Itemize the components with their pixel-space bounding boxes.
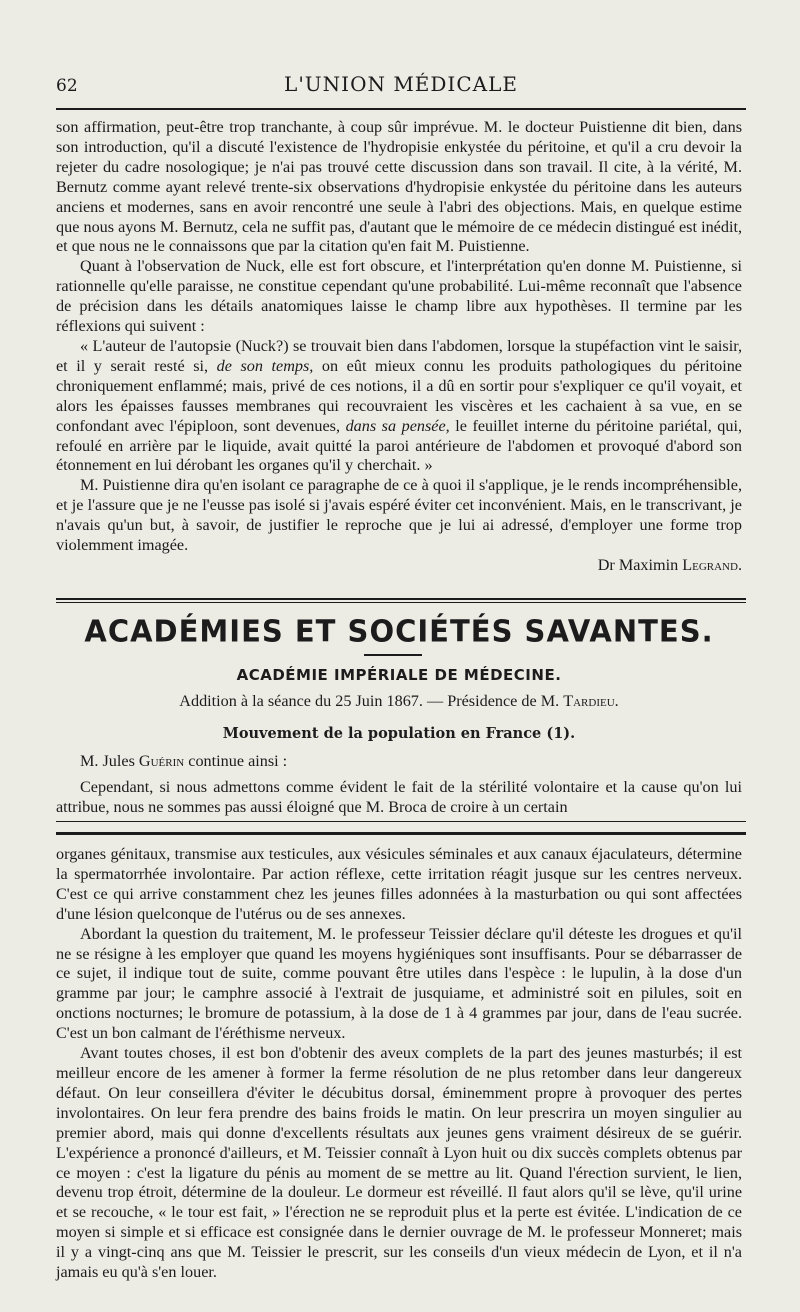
paragraph: Avant toutes choses, il est bon d'obtenir des aveux complets de la part des jeunes masturbés; il est meilleur encore de les amener à former la ferme résolution de ne plus retomber dans leur dangereux défaut. On leur conseillera d'éviter le décubitus dorsal, éminemment propre à provoquer des pertes involontaires. On leur fera prendre des bains froids le matin. On leur prescrira un moyen singulier au premier abord, mais qui donne d'excellents résultats aux jeunes gens vraiment désireux de se guérir. L'expérience a prononcé d'ailleurs, et M. Teissier connaît à Lyon huit ou dix succès complets obtenus par ce moyen : c'est la ligature du pénis au moment de se mettre au lit. Quand l'érection survient, le lien, devenu trop étroit, détermine de la douleur. Le dormeur est réveillé. Il faut alors qu'il se lève, qu'il urine et se recouche, « le tour est fait, » l'érection ne se reproduit plus et la perte est évitée. L'indication de ce moyen si simple et si efficace est consignée dans le dernier ouvrage de M. le professeur Monneret; mais il y a vingt-cinq ans que M. Teissier le prescrit, sur les conseils d'un vieux médecin de Lyon, et il n'a jamais eu qu'à s'en louer. (56, 1044, 742, 1282)
section-rule-thick (56, 598, 746, 600)
paragraph: Quant à l'observation de Nuck, elle est fort obscure, et l'interprétation qu'en donne M. Puistienne, si rationnelle qu'elle paraisse, ne constitue cependant qu'une probabilité. Lui-même reconnaît que l'absence de précision dans les détails anatomiques laisse le champ libre aux hypothèses. Il termine par les réflexions qui suivent : (56, 257, 742, 336)
speaker-line: M. Jules Guérin continue ainsi : (80, 752, 288, 770)
subject-title: Mouvement de la population en France (1). (222, 725, 576, 742)
page-header (56, 72, 746, 102)
quotation-paragraph: « L'auteur de l'autopsie (Nuck?) se trouvait bien dans l'abdomen, lorsque la stupéfaction vint le saisir, et il y serait resté si, de son temps, on eût mieux connu les produits pathologiques du péritoine chroniquement enflammé; mais, privé de ces notions, il a dû en sortir pour s'expliquer ce qu'il voyait, et alors les épaisses fausses membranes qui recouvraient les viscères et les cachaient à sa vue, en se confondant avec l'épiploon, sont devenues, dans sa pensée, le feuillet interne du péritoine pariétal, qui, refoulé en arrière par le liquide, avait quitté la paroi antérieure de l'abdomen et provoqué d'abord son étonnement en lui dérobant les organes qu'il y cherchait. » (56, 336, 743, 475)
therapeutics-text (56, 845, 742, 1283)
academie-continuation (56, 752, 742, 818)
bleed-rule-thin (56, 821, 746, 822)
paragraph: Cependant, si nous admettons comme évident le fait de la stérilité volontaire et la cause qu'on lui attribue, nous ne sommes pas aussi éloigné que M. Broca de croire à un certain (56, 777, 742, 816)
bleed-rule-thick (56, 832, 746, 835)
paragraph: organes génitaux, transmise aux testicules, aux vésicules séminales et aux canaux éjaculateurs, détermine la spermatorrhée involontaire. Par action réflexe, cette irritation réagit jusque sur les centres nerveux. C'est ce qui arrive constamment chez les jeunes filles adonnées à la masturbation ou qui sont affectées d'une lésion quelconque de l'utérus ou de ses annexes. (56, 845, 742, 923)
running-title: L'UNION MÉDICALE (284, 72, 518, 96)
article-conclusion (56, 118, 742, 576)
author-signature: Dr Maximin Legrand. (597, 555, 742, 574)
header-rule (56, 108, 746, 110)
heading-underline (364, 654, 422, 656)
academy-name: ACADÉMIE IMPÉRIALE DE MÉDECINE. (236, 666, 562, 684)
paragraph: M. Puistienne dira qu'en isolant ce paragraphe de ce à quoi il s'applique, je le rends incompréhensible, et je l'assure que je ne l'eusse pas isolé si j'avais espéré éviter cet inconvénient. Mais, en le transcrivant, je n'avais qu'un but, à savoir, de justifier le reproche que je lui ai adressé, d'employer une forme trop violemment imagée. (56, 476, 742, 555)
section-heading: ACADÉMIES ET SOCIÉTÉS SAVANTES. (84, 613, 714, 649)
paragraph: Abordant la question du traitement, M. le professeur Teissier déclare qu'il déteste les drogues et qu'il ne se résigne à les employer que quand les moyens hygiéniques sont insuffisants. Pour se débarrasser de ce sujet, il indique tout de suite, comme pouvant être utiles dans l'espèce : le lupulin, à la dose d'un gramme par jour; le camphre associé à l'extrait de jusquiame, et administré soit en pilules, soit en onctions nocturnes; le bromure de potassium, à la dose de 1 à 4 grammes par jour, dans de l'eau sucrée. C'est un bon calmant de l'éréthisme nerveux. (56, 924, 742, 1043)
paragraph: son affirmation, peut-être trop tranchante, à coup sûr imprévue. M. le docteur Puistienne dit bien, dans son introduction, qu'il a discuté l'existence de l'hydropisie enkystée du péritoine, et qu'il a cru devoir la rejeter du cadre nosologique; je n'ai pas trouvé cette discussion dans son travail. Il cite, à la vérité, M. Bernutz comme ayant relevé trente-six observations d'hydropisie enkystée du péritoine dans les auteurs anciens et modernes, sans en avoir rencontré une seule à l'abri des objections. Mais, en quelque estime que nous ayons M. Bernutz, cela ne suffit pas, d'autant que le mémoire de ce médecin distingué est inédit, et que nous ne le connaissons que par la citation qu'en fait M. Puistienne. (56, 118, 742, 256)
page-number: 62 (56, 76, 78, 96)
section-rule-thin (56, 602, 746, 603)
session-line: Addition à la séance du 25 Juin 1867. — Présidence de M. Tardieu. (179, 692, 619, 710)
